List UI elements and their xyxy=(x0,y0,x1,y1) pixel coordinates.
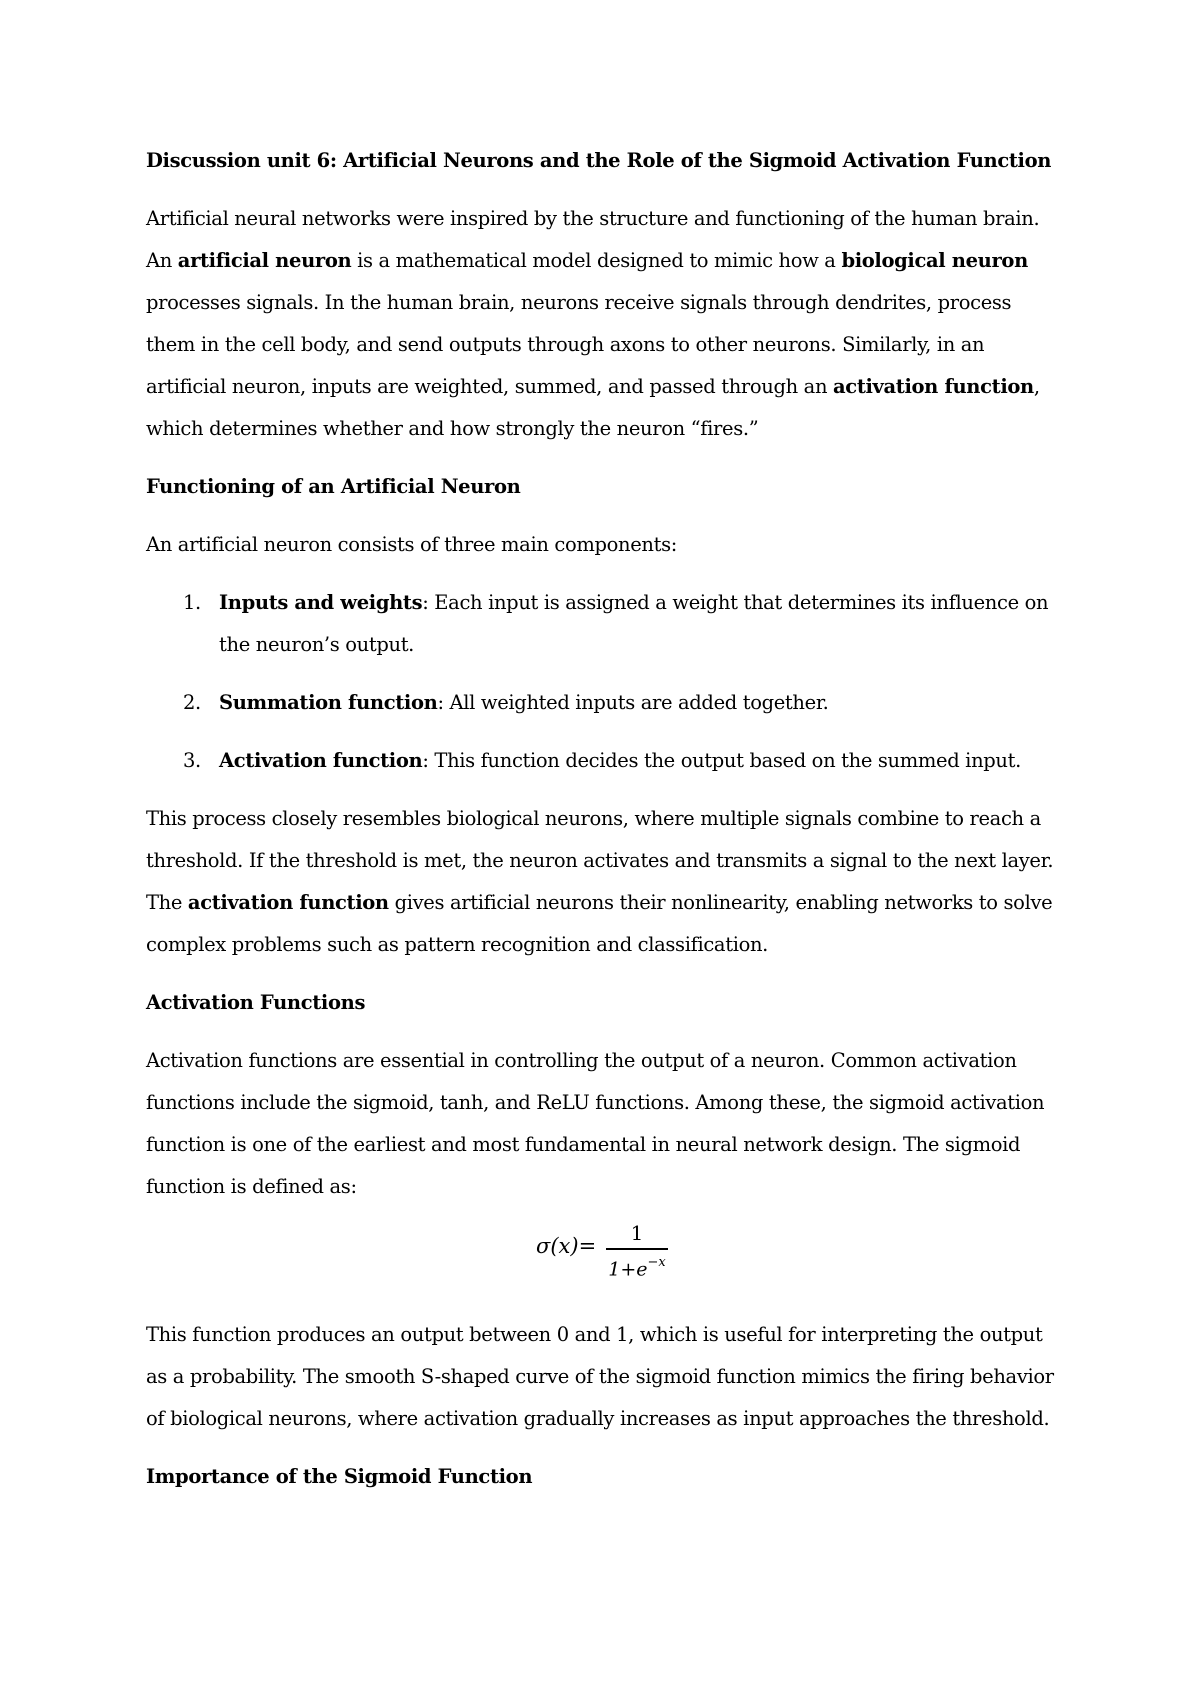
section1-paragraph-2 xyxy=(146,798,1066,966)
list-number: 1. xyxy=(183,591,201,614)
list-item xyxy=(146,682,1066,724)
list-item-text: : This function decides the output based on the summed input. xyxy=(422,749,1021,772)
intro-text-2: is a mathematical model designed to mimic how a xyxy=(351,249,842,272)
list-number: 3. xyxy=(183,749,201,772)
document-title: Discussion unit 6: Artificial Neurons and the Role of the Sigmoid Activation Function xyxy=(146,149,1052,172)
intro-text-3: processes signals. In the human brain, neurons receive signals through dendrites, process them in the cell body, and send outputs through axons to other neurons. Similarly, in an artificial neuron, inputs are weighted, summed, and passed through an xyxy=(146,291,1012,398)
components-list xyxy=(146,582,1066,782)
formula-denominator-base: 1+e xyxy=(608,1257,648,1280)
list-item-term: Inputs and weights xyxy=(219,591,423,614)
list-number: 2. xyxy=(183,691,201,714)
list-item-text: : Each input is assigned a weight that determines its influence on the neuron’s output. xyxy=(219,591,1049,656)
intro-bold-biological-neuron: biological neuron xyxy=(841,249,1028,272)
list-item-text: : All weighted inputs are added together. xyxy=(437,691,829,714)
section2-paragraph-2: This function produces an output between 0 and 1, which is useful for interpreting the output as a probability. The smooth S-shaped curve of the sigmoid function mimics the firing behavior of biological neurons, where activation gradually increases as input approaches the threshold. xyxy=(146,1323,1054,1430)
list-item xyxy=(146,740,1066,782)
section-heading-functioning: Functioning of an Artificial Neuron xyxy=(146,475,521,498)
formula-lhs: σ(x)= xyxy=(536,1234,597,1258)
intro-bold-artificial-neuron: artificial neuron xyxy=(177,249,352,272)
document-body xyxy=(146,140,1066,1514)
section2-paragraph-1: Activation functions are essential in controlling the output of a neuron. Common activation functions include the sigmoid, tanh, and ReLU functions. Among these, the sigmoid activation function is one of the earliest and most fundamental in neural network design. The sigmoid function is defined as: xyxy=(146,1049,1045,1198)
intro-paragraph xyxy=(146,198,1066,450)
formula-denominator xyxy=(606,1253,668,1281)
formula-numerator: 1 xyxy=(630,1221,644,1245)
intro-text-1: Artificial neural networks were inspired by the structure and functioning of the human brain. An xyxy=(146,207,1040,272)
formula-fraction xyxy=(606,1220,668,1281)
sigmoid-formula xyxy=(146,1221,1066,1298)
list-item xyxy=(146,582,1066,666)
intro-text-4: , which determines whether and how strongly the neuron “fires.” xyxy=(146,375,1040,440)
section1-p2-text-2: gives artificial neurons their nonlinearity, enabling networks to solve complex problems such as pattern recognition and classification. xyxy=(146,891,1053,956)
section-heading-activation-functions: Activation Functions xyxy=(146,991,366,1014)
intro-bold-activation-function: activation function xyxy=(833,375,1034,398)
list-item-term: Summation function xyxy=(219,691,438,714)
section-heading-importance: Importance of the Sigmoid Function xyxy=(146,1465,533,1488)
fraction-bar xyxy=(606,1248,668,1250)
list-item-term: Activation function xyxy=(219,749,423,772)
section1-lead: An artificial neuron consists of three main components: xyxy=(146,533,677,556)
section1-p2-bold: activation function xyxy=(187,891,389,914)
section1-p2-text-1: This process closely resembles biological neurons, where multiple signals combine to reach a threshold. If the threshold is met, the neuron activates and transmits a signal to the next layer. The xyxy=(146,807,1054,914)
formula-exponent: −x xyxy=(647,1254,666,1270)
